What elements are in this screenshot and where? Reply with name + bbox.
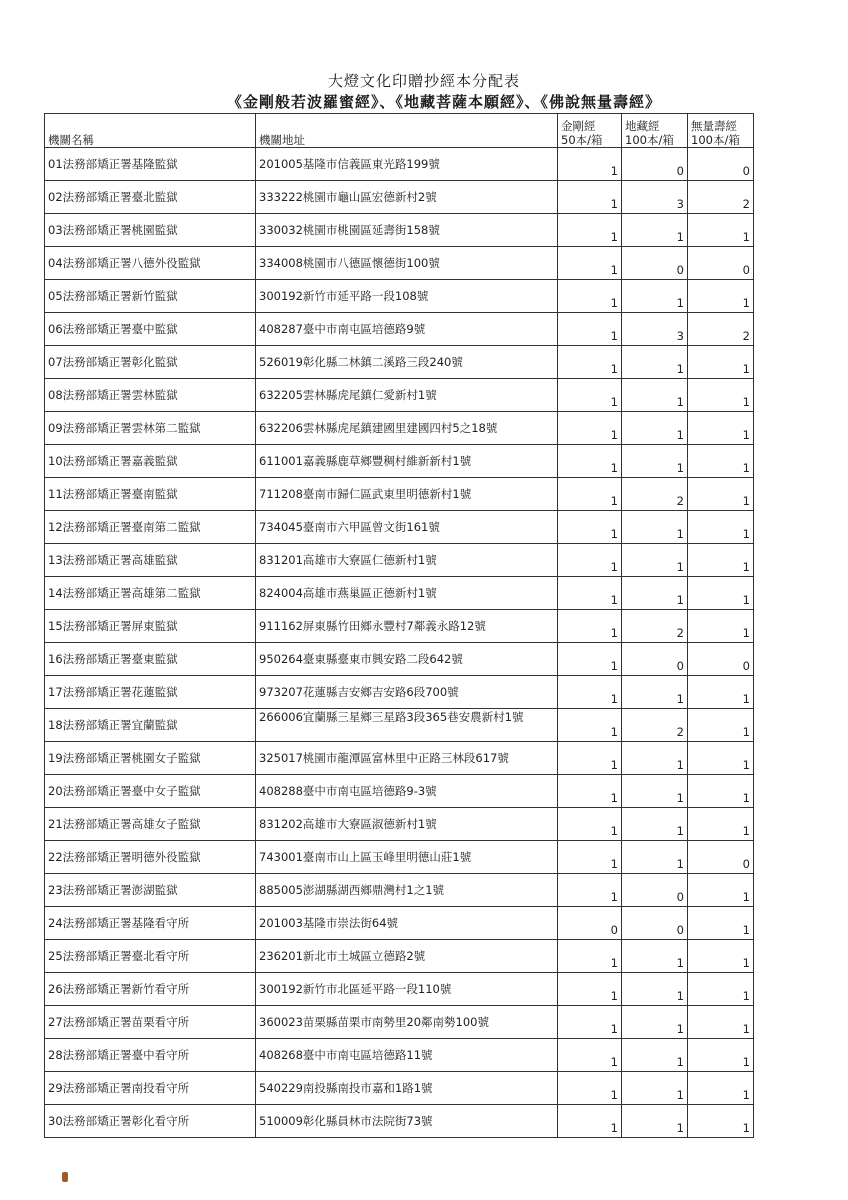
cell-address: 611001嘉義縣鹿草鄉豐稠村維新新村1號 xyxy=(256,445,558,478)
cell-address: 743001臺南市山上區玉峰里明德山莊1號 xyxy=(256,841,558,874)
table-row xyxy=(45,544,754,577)
cell-amitayus-sutra-count: 1 xyxy=(688,874,754,907)
cell-diamond-sutra-count: 1 xyxy=(558,808,622,841)
table-row xyxy=(45,1105,754,1138)
cell-amitayus-sutra-count: 1 xyxy=(688,412,754,445)
cell-diamond-sutra-count: 1 xyxy=(558,511,622,544)
cell-diamond-sutra-count: 1 xyxy=(558,1105,622,1138)
table-row xyxy=(45,148,754,181)
cell-amitayus-sutra-count: 1 xyxy=(688,280,754,313)
table-row xyxy=(45,610,754,643)
header-diamond-sutra xyxy=(558,114,622,148)
cell-diamond-sutra-count: 1 xyxy=(558,940,622,973)
cell-diamond-sutra-count: 1 xyxy=(558,610,622,643)
cell-amitayus-sutra-count: 0 xyxy=(688,148,754,181)
cell-diamond-sutra-count: 1 xyxy=(558,148,622,181)
document-subtitle: 《金剛般若波羅蜜經》、《地藏菩薩本願經》、《佛說無量壽經》 xyxy=(226,93,661,111)
table-row xyxy=(45,973,754,1006)
table-row xyxy=(45,1072,754,1105)
cell-amitayus-sutra-count: 0 xyxy=(688,247,754,280)
table-row xyxy=(45,346,754,379)
table-row xyxy=(45,313,754,346)
header-name: 機關名稱 xyxy=(45,114,256,148)
cell-name: 09法務部矯正署雲林第二監獄 xyxy=(45,412,256,445)
cell-name: 23法務部矯正署澎湖監獄 xyxy=(45,874,256,907)
cell-amitayus-sutra-count: 1 xyxy=(688,709,754,742)
cell-amitayus-sutra-count: 1 xyxy=(688,1039,754,1072)
cell-diamond-sutra-count: 1 xyxy=(558,412,622,445)
scan-mark xyxy=(62,1172,68,1182)
table-row xyxy=(45,841,754,874)
table-header-row xyxy=(45,114,754,148)
table-row xyxy=(45,643,754,676)
cell-amitayus-sutra-count: 1 xyxy=(688,577,754,610)
cell-amitayus-sutra-count: 1 xyxy=(688,808,754,841)
cell-diamond-sutra-count: 1 xyxy=(558,214,622,247)
cell-address: 632206雲林縣虎尾鎮建國里建國四村5之18號 xyxy=(256,412,558,445)
cell-diamond-sutra-count: 1 xyxy=(558,643,622,676)
cell-address: 201005基隆市信義區東光路199號 xyxy=(256,148,558,181)
cell-address: 408287臺中市南屯區培德路9號 xyxy=(256,313,558,346)
distribution-table xyxy=(44,113,754,1138)
cell-name: 27法務部矯正署苗栗看守所 xyxy=(45,1006,256,1039)
cell-diamond-sutra-count: 1 xyxy=(558,676,622,709)
cell-name: 15法務部矯正署屏東監獄 xyxy=(45,610,256,643)
cell-ksitigarbha-sutra-count: 2 xyxy=(622,709,688,742)
cell-name: 30法務部矯正署彰化看守所 xyxy=(45,1105,256,1138)
header-diamond-sutra-title: 金剛經 xyxy=(561,119,596,133)
cell-diamond-sutra-count: 1 xyxy=(558,379,622,412)
cell-ksitigarbha-sutra-count: 0 xyxy=(622,643,688,676)
table-row xyxy=(45,709,754,742)
cell-address: 360023苗栗縣苗栗市南勢里20鄰南勢100號 xyxy=(256,1006,558,1039)
cell-amitayus-sutra-count: 1 xyxy=(688,544,754,577)
cell-amitayus-sutra-count: 0 xyxy=(688,643,754,676)
table-row xyxy=(45,412,754,445)
cell-diamond-sutra-count: 1 xyxy=(558,1006,622,1039)
cell-diamond-sutra-count: 1 xyxy=(558,577,622,610)
cell-diamond-sutra-count: 1 xyxy=(558,247,622,280)
table-row xyxy=(45,511,754,544)
cell-name: 17法務部矯正署花蓮監獄 xyxy=(45,676,256,709)
cell-ksitigarbha-sutra-count: 0 xyxy=(622,874,688,907)
cell-ksitigarbha-sutra-count: 1 xyxy=(622,841,688,874)
table-row xyxy=(45,1039,754,1072)
cell-amitayus-sutra-count: 1 xyxy=(688,478,754,511)
cell-name: 07法務部矯正署彰化監獄 xyxy=(45,346,256,379)
table-row xyxy=(45,874,754,907)
cell-address: 711208臺南市歸仁區武東里明德新村1號 xyxy=(256,478,558,511)
cell-amitayus-sutra-count: 2 xyxy=(688,181,754,214)
cell-ksitigarbha-sutra-count: 1 xyxy=(622,445,688,478)
cell-ksitigarbha-sutra-count: 1 xyxy=(622,577,688,610)
table-body xyxy=(45,148,754,1138)
cell-address: 824004高雄市燕巢區正德新村1號 xyxy=(256,577,558,610)
cell-diamond-sutra-count: 1 xyxy=(558,874,622,907)
document-title: 大燈文化印贈抄經本分配表 xyxy=(327,72,520,90)
cell-amitayus-sutra-count: 1 xyxy=(688,775,754,808)
cell-name: 20法務部矯正署臺中女子監獄 xyxy=(45,775,256,808)
cell-ksitigarbha-sutra-count: 1 xyxy=(622,412,688,445)
cell-address: 266006宜蘭縣三星鄉三星路3段365巷安農新村1號 xyxy=(256,709,558,742)
cell-ksitigarbha-sutra-count: 2 xyxy=(622,478,688,511)
cell-address: 408268臺中市南屯區培德路11號 xyxy=(256,1039,558,1072)
cell-ksitigarbha-sutra-count: 1 xyxy=(622,280,688,313)
cell-name: 01法務部矯正署基隆監獄 xyxy=(45,148,256,181)
cell-ksitigarbha-sutra-count: 3 xyxy=(622,313,688,346)
cell-amitayus-sutra-count: 1 xyxy=(688,1006,754,1039)
cell-ksitigarbha-sutra-count: 1 xyxy=(622,775,688,808)
table-row xyxy=(45,1006,754,1039)
cell-address: 325017桃園市龍潭區富林里中正路三林段617號 xyxy=(256,742,558,775)
cell-ksitigarbha-sutra-count: 2 xyxy=(622,610,688,643)
table-row xyxy=(45,577,754,610)
cell-name: 18法務部矯正署宜蘭監獄 xyxy=(45,709,256,742)
cell-diamond-sutra-count: 1 xyxy=(558,280,622,313)
cell-name: 05法務部矯正署新竹監獄 xyxy=(45,280,256,313)
cell-ksitigarbha-sutra-count: 1 xyxy=(622,940,688,973)
cell-diamond-sutra-count: 1 xyxy=(558,841,622,874)
cell-name: 29法務部矯正署南投看守所 xyxy=(45,1072,256,1105)
cell-address: 734045臺南市六甲區曾文街161號 xyxy=(256,511,558,544)
cell-amitayus-sutra-count: 1 xyxy=(688,940,754,973)
table-row xyxy=(45,676,754,709)
cell-amitayus-sutra-count: 1 xyxy=(688,379,754,412)
cell-ksitigarbha-sutra-count: 1 xyxy=(622,742,688,775)
cell-address: 334008桃園市八德區懷德街100號 xyxy=(256,247,558,280)
cell-ksitigarbha-sutra-count: 1 xyxy=(622,511,688,544)
header-diamond-sutra-unit: 50本/箱 xyxy=(561,133,603,147)
cell-name: 02法務部矯正署臺北監獄 xyxy=(45,181,256,214)
cell-ksitigarbha-sutra-count: 0 xyxy=(622,247,688,280)
cell-diamond-sutra-count: 1 xyxy=(558,313,622,346)
cell-ksitigarbha-sutra-count: 0 xyxy=(622,148,688,181)
cell-name: 04法務部矯正署八德外役監獄 xyxy=(45,247,256,280)
cell-address: 201003基隆市崇法街64號 xyxy=(256,907,558,940)
cell-ksitigarbha-sutra-count: 1 xyxy=(622,346,688,379)
cell-ksitigarbha-sutra-count: 1 xyxy=(622,808,688,841)
cell-ksitigarbha-sutra-count: 1 xyxy=(622,973,688,1006)
cell-ksitigarbha-sutra-count: 1 xyxy=(622,1105,688,1138)
table-row xyxy=(45,940,754,973)
cell-name: 24法務部矯正署基隆看守所 xyxy=(45,907,256,940)
cell-ksitigarbha-sutra-count: 1 xyxy=(622,1072,688,1105)
cell-amitayus-sutra-count: 1 xyxy=(688,973,754,1006)
table-row xyxy=(45,742,754,775)
header-amitayus-sutra-unit: 100本/箱 xyxy=(691,133,740,147)
cell-amitayus-sutra-count: 2 xyxy=(688,313,754,346)
cell-diamond-sutra-count: 1 xyxy=(558,445,622,478)
header-address: 機關地址 xyxy=(256,114,558,148)
table-row xyxy=(45,379,754,412)
cell-name: 08法務部矯正署雲林監獄 xyxy=(45,379,256,412)
header-ksitigarbha-sutra-title: 地藏經 xyxy=(625,119,660,133)
cell-name: 28法務部矯正署臺中看守所 xyxy=(45,1039,256,1072)
cell-diamond-sutra-count: 1 xyxy=(558,346,622,379)
cell-address: 333222桃園市龜山區宏德新村2號 xyxy=(256,181,558,214)
cell-address: 831202高雄市大寮區淑德新村1號 xyxy=(256,808,558,841)
cell-amitayus-sutra-count: 1 xyxy=(688,445,754,478)
cell-address: 526019彰化縣二林鎮二溪路三段240號 xyxy=(256,346,558,379)
cell-ksitigarbha-sutra-count: 1 xyxy=(622,544,688,577)
table-row xyxy=(45,775,754,808)
cell-amitayus-sutra-count: 1 xyxy=(688,676,754,709)
cell-name: 14法務部矯正署高雄第二監獄 xyxy=(45,577,256,610)
cell-address: 632205雲林縣虎尾鎮仁愛新村1號 xyxy=(256,379,558,412)
cell-amitayus-sutra-count: 1 xyxy=(688,610,754,643)
cell-diamond-sutra-count: 1 xyxy=(558,973,622,1006)
cell-ksitigarbha-sutra-count: 1 xyxy=(622,1039,688,1072)
cell-diamond-sutra-count: 0 xyxy=(558,907,622,940)
header-amitayus-sutra xyxy=(688,114,754,148)
cell-address: 885005澎湖縣湖西鄉鼎灣村1之1號 xyxy=(256,874,558,907)
cell-name: 19法務部矯正署桃園女子監獄 xyxy=(45,742,256,775)
cell-ksitigarbha-sutra-count: 0 xyxy=(622,907,688,940)
table-row xyxy=(45,181,754,214)
cell-amitayus-sutra-count: 1 xyxy=(688,1072,754,1105)
cell-diamond-sutra-count: 1 xyxy=(558,1072,622,1105)
cell-amitayus-sutra-count: 1 xyxy=(688,1105,754,1138)
cell-diamond-sutra-count: 1 xyxy=(558,709,622,742)
cell-diamond-sutra-count: 1 xyxy=(558,544,622,577)
cell-amitayus-sutra-count: 1 xyxy=(688,214,754,247)
cell-amitayus-sutra-count: 0 xyxy=(688,841,754,874)
cell-address: 408288臺中市南屯區培德路9-3號 xyxy=(256,775,558,808)
table-row xyxy=(45,907,754,940)
cell-name: 16法務部矯正署臺東監獄 xyxy=(45,643,256,676)
cell-name: 13法務部矯正署高雄監獄 xyxy=(45,544,256,577)
cell-name: 25法務部矯正署臺北看守所 xyxy=(45,940,256,973)
cell-address: 300192新竹市延平路一段108號 xyxy=(256,280,558,313)
cell-address: 973207花蓮縣吉安鄉吉安路6段700號 xyxy=(256,676,558,709)
cell-name: 12法務部矯正署臺南第二監獄 xyxy=(45,511,256,544)
cell-address: 950264臺東縣臺東市興安路二段642號 xyxy=(256,643,558,676)
cell-ksitigarbha-sutra-count: 1 xyxy=(622,379,688,412)
cell-diamond-sutra-count: 1 xyxy=(558,1039,622,1072)
table-row xyxy=(45,214,754,247)
cell-name: 06法務部矯正署臺中監獄 xyxy=(45,313,256,346)
cell-name: 10法務部矯正署嘉義監獄 xyxy=(45,445,256,478)
cell-address: 300192新竹市北區延平路一段110號 xyxy=(256,973,558,1006)
cell-address: 330032桃園市桃園區延壽街158號 xyxy=(256,214,558,247)
cell-name: 11法務部矯正署臺南監獄 xyxy=(45,478,256,511)
cell-address: 236201新北市土城區立德路2號 xyxy=(256,940,558,973)
cell-diamond-sutra-count: 1 xyxy=(558,181,622,214)
table-row xyxy=(45,280,754,313)
header-ksitigarbha-sutra xyxy=(622,114,688,148)
cell-diamond-sutra-count: 1 xyxy=(558,775,622,808)
cell-name: 03法務部矯正署桃園監獄 xyxy=(45,214,256,247)
cell-name: 22法務部矯正署明德外役監獄 xyxy=(45,841,256,874)
table-row xyxy=(45,808,754,841)
cell-amitayus-sutra-count: 1 xyxy=(688,907,754,940)
cell-name: 21法務部矯正署高雄女子監獄 xyxy=(45,808,256,841)
cell-amitayus-sutra-count: 1 xyxy=(688,511,754,544)
cell-address: 540229南投縣南投市嘉和1路1號 xyxy=(256,1072,558,1105)
table-row xyxy=(45,445,754,478)
header-ksitigarbha-sutra-unit: 100本/箱 xyxy=(625,133,674,147)
cell-address: 911162屏東縣竹田鄉永豐村7鄰義永路12號 xyxy=(256,610,558,643)
table-row xyxy=(45,478,754,511)
header-amitayus-sutra-title: 無量壽經 xyxy=(691,119,737,133)
cell-amitayus-sutra-count: 1 xyxy=(688,742,754,775)
cell-diamond-sutra-count: 1 xyxy=(558,742,622,775)
cell-ksitigarbha-sutra-count: 1 xyxy=(622,1006,688,1039)
table-row xyxy=(45,247,754,280)
cell-amitayus-sutra-count: 1 xyxy=(688,346,754,379)
cell-address: 510009彰化縣員林市法院街73號 xyxy=(256,1105,558,1138)
cell-name: 26法務部矯正署新竹看守所 xyxy=(45,973,256,1006)
cell-diamond-sutra-count: 1 xyxy=(558,478,622,511)
cell-ksitigarbha-sutra-count: 1 xyxy=(622,214,688,247)
cell-address: 831201高雄市大寮區仁德新村1號 xyxy=(256,544,558,577)
cell-ksitigarbha-sutra-count: 3 xyxy=(622,181,688,214)
cell-ksitigarbha-sutra-count: 1 xyxy=(622,676,688,709)
